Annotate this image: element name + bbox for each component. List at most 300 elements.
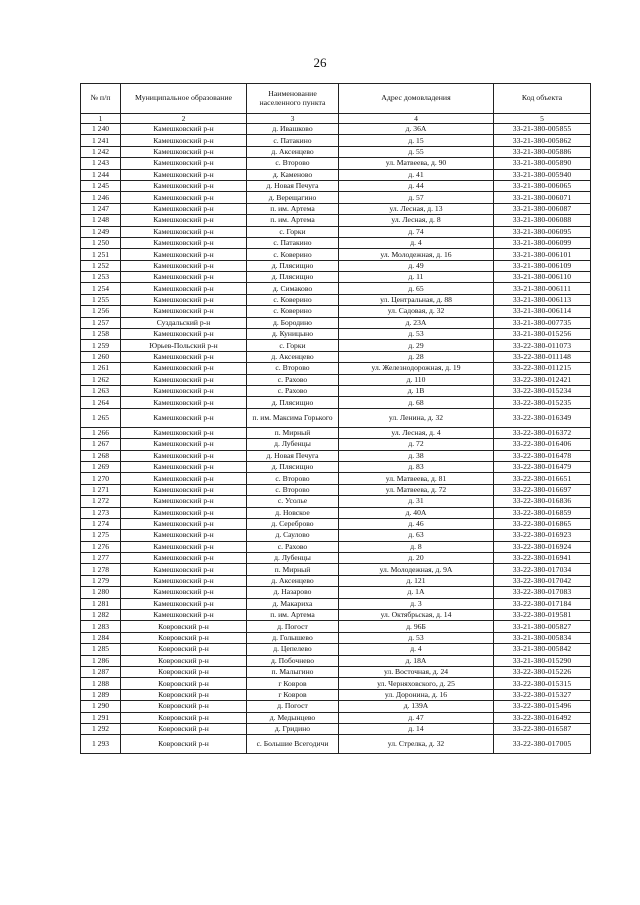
settlement-cell: д. Плясищно bbox=[247, 461, 339, 472]
address-cell: ул. Железнодорожная, д. 19 bbox=[339, 363, 494, 374]
address-cell: д. 40А bbox=[339, 507, 494, 518]
municipality-cell: Камешковский р-н bbox=[121, 541, 247, 552]
municipality-cell: Камешковский р-н bbox=[121, 427, 247, 438]
table-row bbox=[81, 450, 591, 461]
settlement-cell: д. Плясищно bbox=[247, 397, 339, 408]
table-row bbox=[81, 553, 591, 564]
address-cell: д. 28 bbox=[339, 351, 494, 362]
column-number: 5 bbox=[494, 114, 591, 124]
address-cell: д. 3 bbox=[339, 598, 494, 609]
object-code-cell: 33-21-380-015290 bbox=[494, 655, 591, 666]
municipality-cell: Камешковский р-н bbox=[121, 124, 247, 135]
row-number: 1 254 bbox=[81, 283, 121, 294]
address-cell: д. 57 bbox=[339, 192, 494, 203]
address-cell: д. 1А bbox=[339, 587, 494, 598]
table-row bbox=[81, 701, 591, 712]
row-number: 1 264 bbox=[81, 397, 121, 408]
object-code-cell: 33-22-380-016478 bbox=[494, 450, 591, 461]
settlement-cell: с. Коверино bbox=[247, 249, 339, 260]
municipality-cell: Камешковский р-н bbox=[121, 473, 247, 484]
settlement-cell: с. Рахово bbox=[247, 374, 339, 385]
object-code-cell: 33-22-380-017083 bbox=[494, 587, 591, 598]
object-code-cell: 33-21-380-006065 bbox=[494, 180, 591, 191]
address-cell: ул. Садовая, д. 32 bbox=[339, 306, 494, 317]
table-row bbox=[81, 587, 591, 598]
row-number: 1 287 bbox=[81, 666, 121, 677]
settlement-cell: д. Плясищно bbox=[247, 272, 339, 283]
row-number: 1 247 bbox=[81, 203, 121, 214]
table-row bbox=[81, 363, 591, 374]
address-cell: д. 83 bbox=[339, 461, 494, 472]
header-address: Адрес домовладения bbox=[339, 84, 494, 114]
table-row bbox=[81, 541, 591, 552]
table-row bbox=[81, 427, 591, 438]
settlement-cell: с. Коверино bbox=[247, 306, 339, 317]
settlement-cell: с. Большие Всегодичи bbox=[247, 735, 339, 754]
row-number: 1 246 bbox=[81, 192, 121, 203]
table-row bbox=[81, 575, 591, 586]
object-code-cell: 33-21-380-005940 bbox=[494, 169, 591, 180]
row-number: 1 255 bbox=[81, 294, 121, 305]
table-row bbox=[81, 644, 591, 655]
settlement-cell: п. им. Артема bbox=[247, 610, 339, 621]
object-code-cell: 33-21-380-006101 bbox=[494, 249, 591, 260]
table-row bbox=[81, 294, 591, 305]
municipality-cell: Ковровский р-н bbox=[121, 632, 247, 643]
table-row bbox=[81, 507, 591, 518]
municipality-cell: Камешковский р-н bbox=[121, 272, 247, 283]
table-row bbox=[81, 518, 591, 529]
row-number: 1 292 bbox=[81, 723, 121, 734]
table-row bbox=[81, 496, 591, 507]
table-row bbox=[81, 598, 591, 609]
settlement-cell: д. Гридино bbox=[247, 723, 339, 734]
address-cell: д. 44 bbox=[339, 180, 494, 191]
object-code-cell: 33-21-380-005855 bbox=[494, 124, 591, 135]
municipality-cell: Камешковский р-н bbox=[121, 439, 247, 450]
object-code-cell: 33-22-380-016479 bbox=[494, 461, 591, 472]
settlement-cell: с. Второво bbox=[247, 484, 339, 495]
table-row bbox=[81, 237, 591, 248]
settlement-cell: с. Рахово bbox=[247, 385, 339, 396]
object-code-cell: 33-22-380-016697 bbox=[494, 484, 591, 495]
row-number: 1 293 bbox=[81, 735, 121, 754]
settlement-cell: п. Малыгино bbox=[247, 666, 339, 677]
municipality-cell: Камешковский р-н bbox=[121, 283, 247, 294]
address-cell: д. 110 bbox=[339, 374, 494, 385]
object-code-cell: 33-22-380-015327 bbox=[494, 689, 591, 700]
settlement-cell: с. Второво bbox=[247, 473, 339, 484]
municipality-cell: Камешковский р-н bbox=[121, 450, 247, 461]
table-row bbox=[81, 530, 591, 541]
row-number: 1 248 bbox=[81, 215, 121, 226]
settlement-cell: с. Второво bbox=[247, 363, 339, 374]
object-code-cell: 33-22-380-016836 bbox=[494, 496, 591, 507]
municipality-cell: Ковровский р-н bbox=[121, 723, 247, 734]
address-cell: ул. Матвеева, д. 72 bbox=[339, 484, 494, 495]
header-num: № п/п bbox=[81, 84, 121, 114]
row-number: 1 261 bbox=[81, 363, 121, 374]
address-cell: ул. Доронина, д. 16 bbox=[339, 689, 494, 700]
settlement-cell: д. Погост bbox=[247, 701, 339, 712]
municipality-cell: Камешковский р-н bbox=[121, 169, 247, 180]
object-code-cell: 33-21-380-005842 bbox=[494, 644, 591, 655]
object-code-cell: 33-22-380-011073 bbox=[494, 340, 591, 351]
row-number: 1 258 bbox=[81, 329, 121, 340]
table-row bbox=[81, 306, 591, 317]
row-number: 1 257 bbox=[81, 317, 121, 328]
settlement-cell: д. Симаково bbox=[247, 283, 339, 294]
table-row bbox=[81, 564, 591, 575]
header-municipality: Муниципальное образование bbox=[121, 84, 247, 114]
table-row bbox=[81, 249, 591, 260]
row-number: 1 245 bbox=[81, 180, 121, 191]
municipality-cell: Камешковский р-н bbox=[121, 294, 247, 305]
table-row bbox=[81, 135, 591, 146]
settlement-cell: д. Цепелево bbox=[247, 644, 339, 655]
settlement-cell: д. Новское bbox=[247, 507, 339, 518]
address-cell: д. 53 bbox=[339, 329, 494, 340]
settlement-cell: д. Медынцево bbox=[247, 712, 339, 723]
municipality-cell: Камешковский р-н bbox=[121, 226, 247, 237]
municipality-cell: Камешковский р-н bbox=[121, 610, 247, 621]
address-cell: д. 121 bbox=[339, 575, 494, 586]
municipality-cell: Юрьев-Польский р-н bbox=[121, 340, 247, 351]
table-row bbox=[81, 621, 591, 632]
table-row bbox=[81, 735, 591, 754]
object-code-cell: 33-22-380-012421 bbox=[494, 374, 591, 385]
settlement-cell: г Ковров bbox=[247, 678, 339, 689]
table-row bbox=[81, 385, 591, 396]
table-row bbox=[81, 329, 591, 340]
settlement-cell: д. Голышево bbox=[247, 632, 339, 643]
settlement-cell: с. Коверино bbox=[247, 294, 339, 305]
object-code-cell: 33-21-380-006099 bbox=[494, 237, 591, 248]
object-code-cell: 33-21-380-005886 bbox=[494, 146, 591, 157]
object-code-cell: 33-22-380-016492 bbox=[494, 712, 591, 723]
row-number: 1 271 bbox=[81, 484, 121, 495]
municipality-cell: Камешковский р-н bbox=[121, 507, 247, 518]
settlement-cell: п. Мирный bbox=[247, 427, 339, 438]
municipality-cell: Камешковский р-н bbox=[121, 385, 247, 396]
municipality-cell: Камешковский р-н bbox=[121, 587, 247, 598]
object-code-cell: 33-22-380-016923 bbox=[494, 530, 591, 541]
address-cell: д. 96Б bbox=[339, 621, 494, 632]
municipality-cell: Камешковский р-н bbox=[121, 518, 247, 529]
row-number: 1 256 bbox=[81, 306, 121, 317]
row-number: 1 262 bbox=[81, 374, 121, 385]
settlement-cell: д. Лубенцы bbox=[247, 553, 339, 564]
row-number: 1 290 bbox=[81, 701, 121, 712]
municipality-cell: Камешковский р-н bbox=[121, 397, 247, 408]
row-number: 1 285 bbox=[81, 644, 121, 655]
object-code-cell: 33-22-380-016941 bbox=[494, 553, 591, 564]
address-cell: д. 23А bbox=[339, 317, 494, 328]
settlement-cell: д. Куницыно bbox=[247, 329, 339, 340]
address-cell: д. 65 bbox=[339, 283, 494, 294]
row-number: 1 274 bbox=[81, 518, 121, 529]
header-code: Код объекта bbox=[494, 84, 591, 114]
settlement-cell: с. Второво bbox=[247, 158, 339, 169]
settlement-cell: д. Плясищно bbox=[247, 260, 339, 271]
table-row bbox=[81, 632, 591, 643]
municipality-cell: Камешковский р-н bbox=[121, 215, 247, 226]
address-cell: ул. Стрелка, д. 32 bbox=[339, 735, 494, 754]
row-number: 1 278 bbox=[81, 564, 121, 575]
table-row bbox=[81, 351, 591, 362]
row-number: 1 291 bbox=[81, 712, 121, 723]
address-cell: д. 68 bbox=[339, 397, 494, 408]
object-code-cell: 33-22-380-017005 bbox=[494, 735, 591, 754]
object-code-cell: 33-22-380-015234 bbox=[494, 385, 591, 396]
column-number: 1 bbox=[81, 114, 121, 124]
settlement-cell: д. Побочнево bbox=[247, 655, 339, 666]
page-number: 26 bbox=[313, 55, 327, 70]
table-row bbox=[81, 397, 591, 408]
municipality-cell: Камешковский р-н bbox=[121, 553, 247, 564]
settlement-cell: п. им. Артема bbox=[247, 203, 339, 214]
settlement-cell: г Ковров bbox=[247, 689, 339, 700]
address-cell: д. 139А bbox=[339, 701, 494, 712]
table-row bbox=[81, 226, 591, 237]
address-cell: д. 8 bbox=[339, 541, 494, 552]
municipality-cell: Ковровский р-н bbox=[121, 644, 247, 655]
row-number: 1 243 bbox=[81, 158, 121, 169]
settlement-cell: д. Погост bbox=[247, 621, 339, 632]
settlement-cell: с. Рахово bbox=[247, 541, 339, 552]
municipality-cell: Камешковский р-н bbox=[121, 564, 247, 575]
table-row bbox=[81, 666, 591, 677]
object-code-cell: 33-21-380-005834 bbox=[494, 632, 591, 643]
row-number: 1 242 bbox=[81, 146, 121, 157]
municipality-cell: Ковровский р-н bbox=[121, 701, 247, 712]
object-code-cell: 33-22-380-016859 bbox=[494, 507, 591, 518]
municipality-cell: Камешковский р-н bbox=[121, 530, 247, 541]
row-number: 1 269 bbox=[81, 461, 121, 472]
table-row bbox=[81, 689, 591, 700]
address-cell: д. 74 bbox=[339, 226, 494, 237]
address-cell: д. 53 bbox=[339, 632, 494, 643]
table-row bbox=[81, 655, 591, 666]
municipality-cell: Камешковский р-н bbox=[121, 575, 247, 586]
object-code-cell: 33-21-380-006087 bbox=[494, 203, 591, 214]
table-row bbox=[81, 260, 591, 271]
object-code-cell: 33-21-380-006110 bbox=[494, 272, 591, 283]
object-code-cell: 33-21-380-006109 bbox=[494, 260, 591, 271]
table-row bbox=[81, 272, 591, 283]
table-row bbox=[81, 146, 591, 157]
address-cell: д. 1В bbox=[339, 385, 494, 396]
municipality-cell: Ковровский р-н bbox=[121, 712, 247, 723]
table-row bbox=[81, 215, 591, 226]
object-code-cell: 33-21-380-006095 bbox=[494, 226, 591, 237]
settlement-cell: д. Аксенцево bbox=[247, 575, 339, 586]
municipality-cell: Камешковский р-н bbox=[121, 135, 247, 146]
municipality-cell: Камешковский р-н bbox=[121, 249, 247, 260]
address-cell: д. 49 bbox=[339, 260, 494, 271]
municipality-cell: Камешковский р-н bbox=[121, 329, 247, 340]
address-cell: д. 31 bbox=[339, 496, 494, 507]
address-cell: ул. Лесная, д. 4 bbox=[339, 427, 494, 438]
row-number: 1 280 bbox=[81, 587, 121, 598]
settlement-cell: д. Сереброво bbox=[247, 518, 339, 529]
object-code-cell: 33-22-380-016349 bbox=[494, 408, 591, 427]
settlement-cell: д. Ивашково bbox=[247, 124, 339, 135]
column-number: 3 bbox=[247, 114, 339, 124]
municipality-cell: Камешковский р-н bbox=[121, 192, 247, 203]
object-code-cell: 33-21-380-005862 bbox=[494, 135, 591, 146]
settlement-cell: д. Лубенцы bbox=[247, 439, 339, 450]
row-number: 1 272 bbox=[81, 496, 121, 507]
table-row bbox=[81, 169, 591, 180]
settlement-cell: д. Аксенцево bbox=[247, 351, 339, 362]
settlement-cell: д. Макариха bbox=[247, 598, 339, 609]
address-cell: ул. Матвеева, д. 81 bbox=[339, 473, 494, 484]
object-code-cell: 33-22-380-016865 bbox=[494, 518, 591, 529]
address-cell: ул. Матвеева, д. 90 bbox=[339, 158, 494, 169]
row-number: 1 253 bbox=[81, 272, 121, 283]
object-code-cell: 33-21-380-006113 bbox=[494, 294, 591, 305]
object-code-cell: 33-21-380-006114 bbox=[494, 306, 591, 317]
address-cell: д. 63 bbox=[339, 530, 494, 541]
address-cell: д. 46 bbox=[339, 518, 494, 529]
row-number: 1 249 bbox=[81, 226, 121, 237]
row-number: 1 241 bbox=[81, 135, 121, 146]
table-row bbox=[81, 678, 591, 689]
table-row bbox=[81, 124, 591, 135]
row-number: 1 276 bbox=[81, 541, 121, 552]
address-cell: ул. Лесная, д. 13 bbox=[339, 203, 494, 214]
municipality-cell: Камешковский р-н bbox=[121, 237, 247, 248]
municipality-cell: Ковровский р-н bbox=[121, 666, 247, 677]
municipality-cell: Камешковский р-н bbox=[121, 598, 247, 609]
object-code-cell: 33-22-380-017042 bbox=[494, 575, 591, 586]
column-number-row bbox=[81, 114, 591, 124]
table-row bbox=[81, 723, 591, 734]
header-settlement: Наименование населенного пункта bbox=[247, 84, 339, 114]
table-row bbox=[81, 439, 591, 450]
address-cell: д. 38 bbox=[339, 450, 494, 461]
address-cell: д. 36А bbox=[339, 124, 494, 135]
row-number: 1 260 bbox=[81, 351, 121, 362]
settlement-cell: д. Аксенцево bbox=[247, 146, 339, 157]
registry-table bbox=[80, 83, 591, 754]
settlement-cell: д. Бородино bbox=[247, 317, 339, 328]
address-cell: ул. Октябрьская, д. 14 bbox=[339, 610, 494, 621]
object-code-cell: 33-22-380-017034 bbox=[494, 564, 591, 575]
settlement-cell: п. Мирный bbox=[247, 564, 339, 575]
municipality-cell: Камешковский р-н bbox=[121, 496, 247, 507]
row-number: 1 273 bbox=[81, 507, 121, 518]
row-number: 1 252 bbox=[81, 260, 121, 271]
row-number: 1 283 bbox=[81, 621, 121, 632]
municipality-cell: Камешковский р-н bbox=[121, 260, 247, 271]
address-cell: д. 14 bbox=[339, 723, 494, 734]
object-code-cell: 33-22-380-011215 bbox=[494, 363, 591, 374]
municipality-cell: Камешковский р-н bbox=[121, 158, 247, 169]
table-row bbox=[81, 610, 591, 621]
settlement-cell: п. им. Максима Горького bbox=[247, 408, 339, 427]
object-code-cell: 33-22-380-015496 bbox=[494, 701, 591, 712]
table-row bbox=[81, 408, 591, 427]
row-number: 1 286 bbox=[81, 655, 121, 666]
object-code-cell: 33-21-380-006071 bbox=[494, 192, 591, 203]
object-code-cell: 33-22-380-011148 bbox=[494, 351, 591, 362]
row-number: 1 267 bbox=[81, 439, 121, 450]
row-number: 1 250 bbox=[81, 237, 121, 248]
object-code-cell: 33-21-380-005827 bbox=[494, 621, 591, 632]
settlement-cell: д. Верещагино bbox=[247, 192, 339, 203]
table-row bbox=[81, 473, 591, 484]
object-code-cell: 33-22-380-015315 bbox=[494, 678, 591, 689]
address-cell: д. 29 bbox=[339, 340, 494, 351]
object-code-cell: 33-21-380-015256 bbox=[494, 329, 591, 340]
column-number: 2 bbox=[121, 114, 247, 124]
address-cell: д. 55 bbox=[339, 146, 494, 157]
address-cell: д. 41 bbox=[339, 169, 494, 180]
table-body bbox=[81, 124, 591, 754]
municipality-cell: Ковровский р-н bbox=[121, 621, 247, 632]
municipality-cell: Камешковский р-н bbox=[121, 306, 247, 317]
settlement-cell: д. Новая Печуга bbox=[247, 450, 339, 461]
table-row bbox=[81, 192, 591, 203]
address-cell: д. 18А bbox=[339, 655, 494, 666]
column-number: 4 bbox=[339, 114, 494, 124]
table-row bbox=[81, 283, 591, 294]
table-row bbox=[81, 317, 591, 328]
municipality-cell: Суздальский р-н bbox=[121, 317, 247, 328]
object-code-cell: 33-22-380-015235 bbox=[494, 397, 591, 408]
address-cell: ул. Ленина, д. 32 bbox=[339, 408, 494, 427]
municipality-cell: Камешковский р-н bbox=[121, 408, 247, 427]
table-row bbox=[81, 158, 591, 169]
object-code-cell: 33-21-380-005890 bbox=[494, 158, 591, 169]
municipality-cell: Камешковский р-н bbox=[121, 461, 247, 472]
object-code-cell: 33-22-380-016651 bbox=[494, 473, 591, 484]
municipality-cell: Камешковский р-н bbox=[121, 374, 247, 385]
settlement-cell: д. Новая Печуга bbox=[247, 180, 339, 191]
settlement-cell: с. Патакино bbox=[247, 135, 339, 146]
settlement-cell: п. им. Артема bbox=[247, 215, 339, 226]
object-code-cell: 33-22-380-016372 bbox=[494, 427, 591, 438]
address-cell: ул. Лесная, д. 8 bbox=[339, 215, 494, 226]
object-code-cell: 33-22-380-015226 bbox=[494, 666, 591, 677]
municipality-cell: Камешковский р-н bbox=[121, 146, 247, 157]
address-cell: д. 11 bbox=[339, 272, 494, 283]
municipality-cell: Ковровский р-н bbox=[121, 678, 247, 689]
row-number: 1 279 bbox=[81, 575, 121, 586]
row-number: 1 251 bbox=[81, 249, 121, 260]
settlement-cell: с. Горки bbox=[247, 340, 339, 351]
table-row bbox=[81, 203, 591, 214]
settlement-cell: д. Саулово bbox=[247, 530, 339, 541]
row-number: 1 265 bbox=[81, 408, 121, 427]
row-number: 1 268 bbox=[81, 450, 121, 461]
settlement-cell: д. Назарово bbox=[247, 587, 339, 598]
table-row bbox=[81, 180, 591, 191]
municipality-cell: Камешковский р-н bbox=[121, 180, 247, 191]
object-code-cell: 33-21-380-006111 bbox=[494, 283, 591, 294]
address-cell: ул. Центральная, д. 88 bbox=[339, 294, 494, 305]
row-number: 1 240 bbox=[81, 124, 121, 135]
row-number: 1 277 bbox=[81, 553, 121, 564]
object-code-cell: 33-21-380-007735 bbox=[494, 317, 591, 328]
municipality-cell: Ковровский р-н bbox=[121, 655, 247, 666]
table-row bbox=[81, 461, 591, 472]
row-number: 1 289 bbox=[81, 689, 121, 700]
header-row bbox=[81, 84, 591, 114]
municipality-cell: Камешковский р-н bbox=[121, 484, 247, 495]
